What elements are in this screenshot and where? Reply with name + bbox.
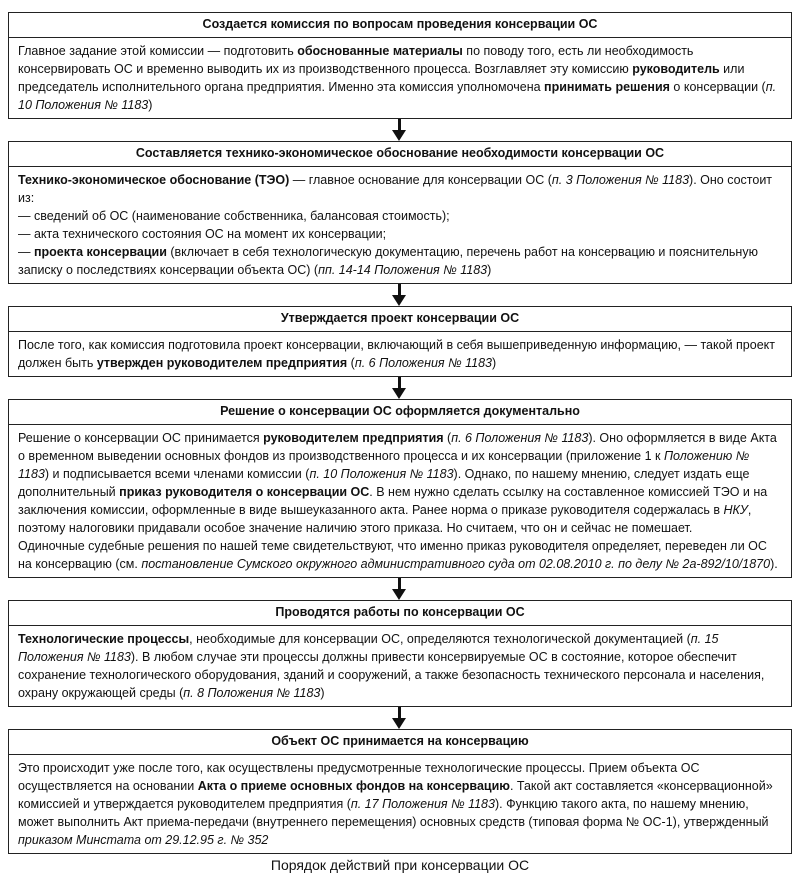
body-text: — главное основание для консервации ОС (	[289, 173, 552, 187]
emphasis-text: обоснованные материалы	[297, 44, 463, 58]
emphasis-text: руководителем предприятия	[263, 431, 444, 445]
body-text: )	[320, 686, 325, 700]
body-text: или председатель исполнительного органа предприятия. Именно эта комиссия уполномочена	[18, 62, 745, 94]
legal-reference: постановление Сумского окружного административного суда от 02.08.2010 г. по делу № 2а-892/10/1870	[141, 557, 771, 571]
step-box	[8, 141, 792, 284]
step-body	[9, 755, 791, 853]
emphasis-text: утвержден руководителем предприятия	[96, 356, 348, 370]
step-title: Решение о консервации ОС оформляется документально	[9, 400, 791, 425]
step-body	[9, 332, 791, 376]
body-text: )	[148, 98, 153, 112]
body-text: ).	[770, 557, 778, 571]
step-title: Создается комиссия по вопросам проведения консервации ОС	[9, 13, 791, 38]
body-text: , необходимые для консервации ОС, определяются технологической документацией (	[189, 632, 691, 646]
step-body	[9, 425, 791, 577]
body-text: (	[347, 356, 355, 370]
step-title: Объект ОС принимается на консервацию	[9, 730, 791, 755]
legal-reference: п. 15 Положения № 1183	[18, 632, 719, 664]
legal-reference: п. 3 Положения № 1183	[551, 173, 690, 187]
body-text: ). Однако, по нашему мнению, следует издать еще дополнительный	[18, 467, 750, 499]
body-text: —	[18, 245, 34, 259]
legal-reference: Положению № 1183	[18, 449, 750, 481]
step-title: Проводятся работы по консервации ОС	[9, 601, 791, 626]
body-text: Это происходит уже после того, как осуществлены предусмотренные технологические процессы. Прием объекта ОС осуществляется на основании	[18, 761, 700, 793]
legal-reference: п. 6 Положения № 1183	[354, 356, 492, 370]
step-title: Составляется технико-экономическое обоснование необходимости консервации ОС	[9, 142, 791, 167]
legal-reference: п. 10 Положения № 1183	[18, 80, 777, 112]
body-text: по поводу того, есть ли необходимость консервировать ОС и временно выводить их из производственного процесса. Возглавляет эту комиссию	[18, 44, 694, 76]
step-body	[9, 38, 791, 118]
body-text: . В нем нужно сделать ссылку на составленное комиссией ТЭО и на заключения комиссии, оформленные в виде вышеуказанного акта. Ранее норма о приказе руководителя содержалась в	[18, 485, 768, 517]
body-text: )	[487, 263, 492, 277]
down-arrow-icon	[8, 119, 792, 141]
body-text: ) и подписывается всеми членами комиссии (	[44, 467, 310, 481]
body-text: )	[491, 356, 497, 370]
legal-reference: п. 8 Положения № 1183	[183, 686, 321, 700]
body-text: ). Оно оформляется в виде Акта о временном выведении основных фондов из производственного процесса и их консервации (приложение 1 к	[18, 431, 777, 463]
body-text: ). Оно состоит из:	[18, 173, 773, 205]
body-text: (	[443, 431, 452, 445]
step-body	[9, 626, 791, 706]
body-text: Главное задание этой комиссии — подготовить	[18, 44, 298, 58]
emphasis-text: Акта о приеме основных фондов на консервацию	[197, 779, 510, 793]
legal-reference: п. 6 Положения № 1183	[451, 431, 589, 445]
legal-reference: приказом Минстата от 29.12.95 г. № 352	[18, 833, 269, 847]
body-text: , поэтому налоговики придавали особое значение наличию этого приказа. Но считаем, что он и сейчас не помешает.	[18, 503, 752, 535]
legal-reference: НКУ	[723, 503, 748, 517]
body-text: ). В любом случае эти процессы должны привести консервируемые ОС в состояние, которое обеспечит сохранение технологического оборудования, зданий и сооружений, а также безопасность технического персонала и населения, охрану окружающей среды (	[18, 650, 765, 700]
step-body	[9, 167, 791, 283]
emphasis-text: Технико-экономическое обоснование (ТЭО)	[18, 173, 290, 187]
emphasis-text: Технологические процессы	[18, 632, 190, 646]
step-box	[8, 12, 792, 119]
body-text: После того, как комиссия подготовила проект консервации, включающий в себя вышеприведенную информацию, — такой проект должен быть	[18, 338, 775, 370]
emphasis-text: принимать решения	[544, 80, 670, 94]
flowchart	[8, 12, 792, 854]
emphasis-text: проекта консервации	[33, 245, 167, 259]
legal-reference: п. 17 Положения № 1183	[350, 797, 495, 811]
body-text: (включает в себя технологическую документацию, перечень работ на консервацию и пояснительную записку о последствиях консервации объекта ОС) (	[18, 245, 758, 277]
body-text: — сведений об ОС (наименование собственника, балансовая стоимость);	[18, 209, 450, 223]
down-arrow-icon	[8, 578, 792, 600]
body-text: о консервации (	[669, 80, 766, 94]
body-text: Решение о консервации ОС принимается	[18, 431, 264, 445]
step-box	[8, 600, 792, 707]
body-text: ). Функцию такого акта, по нашему мнению, может выполнить Акт приема-передачи (внутреннего перемещения) основных средств (типовая форма № ОС-1), утвержденный	[18, 797, 769, 829]
down-arrow-icon	[8, 707, 792, 729]
figure-caption: Порядок действий при консервации ОС	[270, 857, 530, 873]
step-box	[8, 729, 792, 854]
body-text: — акта технического состояния ОС на момент их консервации;	[18, 227, 387, 241]
body-text: Одиночные судебные решения по нашей теме свидетельствуют, что именно приказ руководителя определяет, переведен ли ОС на консервацию (см.	[18, 539, 767, 571]
emphasis-text: приказ руководителя о консервации ОС	[119, 485, 370, 499]
step-box	[8, 306, 792, 377]
legal-reference: п. 10 Положения № 1183	[309, 467, 454, 481]
down-arrow-icon	[8, 284, 792, 306]
legal-reference: пп. 14-14 Положения № 1183	[318, 263, 488, 277]
emphasis-text: руководитель	[632, 62, 720, 76]
step-box	[8, 399, 792, 578]
down-arrow-icon	[8, 377, 792, 399]
body-text: . Такой акт составляется «консервационной» комиссией и утверждается руководителем предприятия (	[18, 779, 773, 811]
step-title: Утверждается проект консервации ОС	[9, 307, 791, 332]
